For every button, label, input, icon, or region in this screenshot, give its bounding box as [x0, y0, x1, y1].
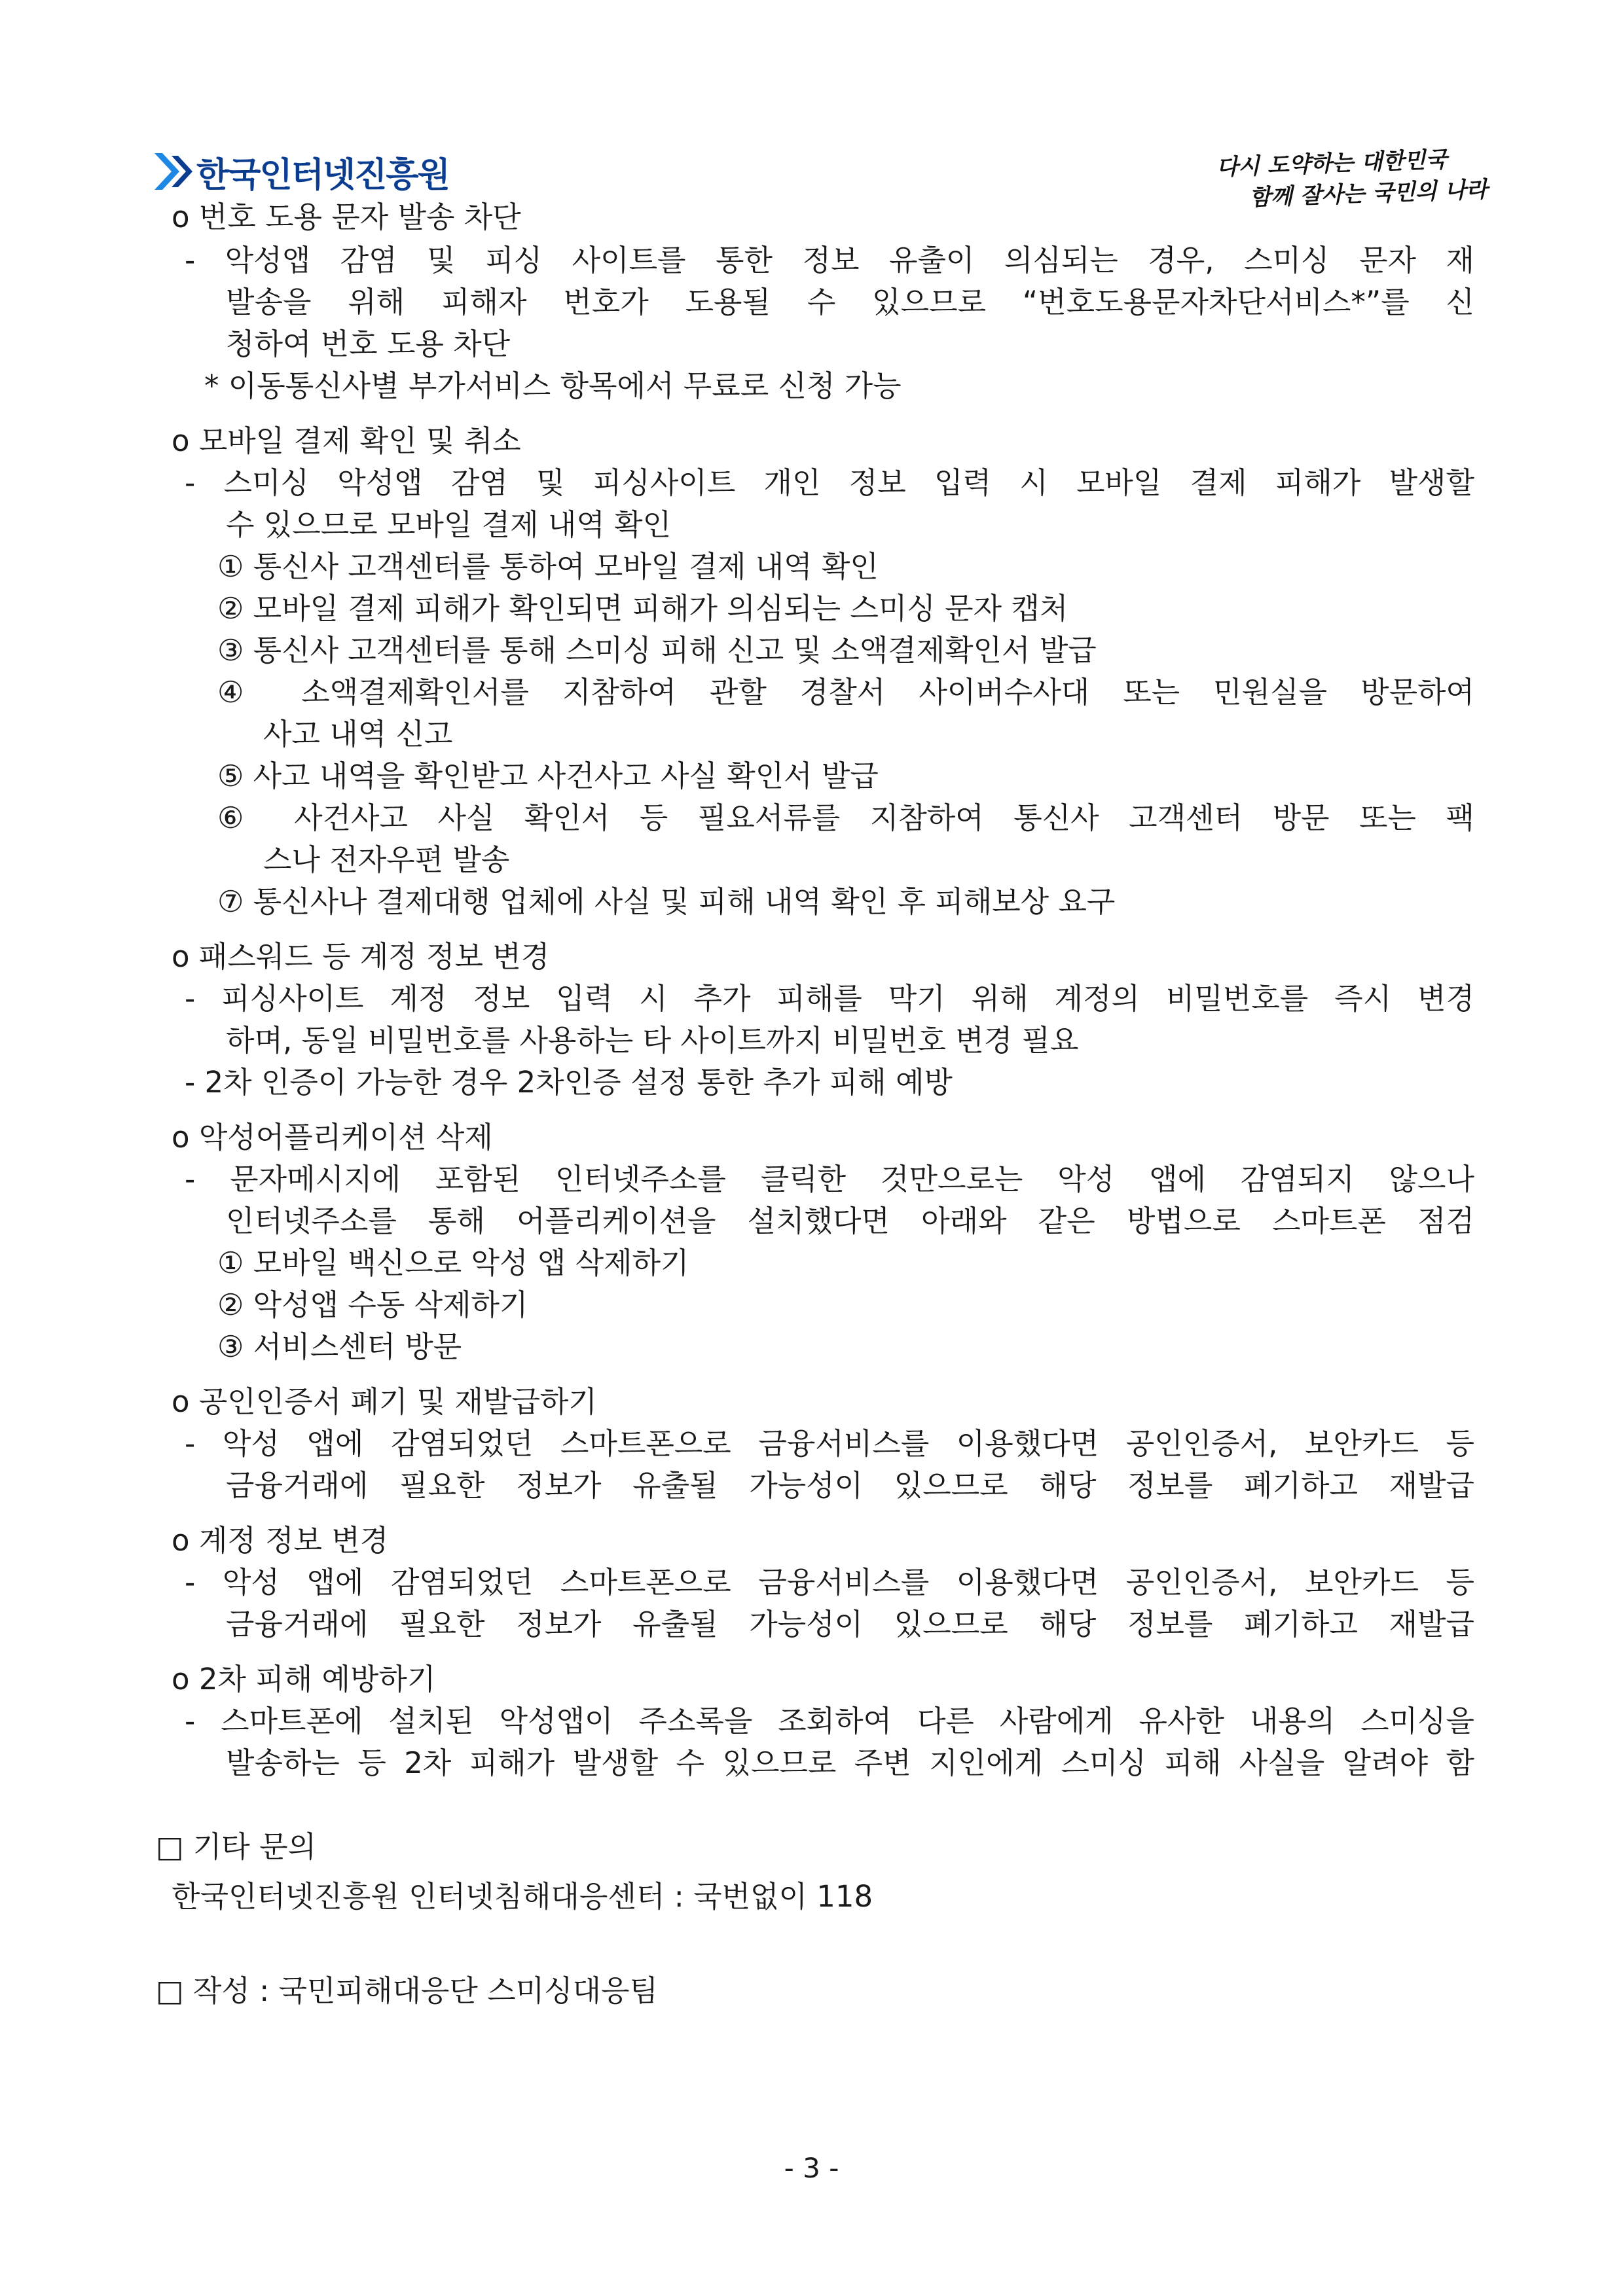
slogan-line-2: 함께 잘사는 국민의 나라 — [1249, 176, 1488, 211]
author-line: □ 작성 : 국민피해대응단 스미싱대응팀 — [156, 1973, 658, 2008]
bullet-line: 발송하는 등 2차 피해가 발생할 수 있으므로 주변 지인에게 스미싱 피해 사실을 알려야 함 — [226, 1746, 1474, 1780]
kisa-logo-icon — [152, 149, 192, 194]
bullet-line: - 문자메시지에 포함된 인터넷주소를 클릭한 것만으로는 악성 앱에 감염되지 않으나 — [185, 1162, 1474, 1196]
bullet-line: - 악성앱 감염 및 피싱 사이트를 통한 정보 유출이 의심되는 경우, 스미싱 문자 재 — [185, 243, 1474, 278]
bullet-line: - 악성 앱에 감염되었던 스마트폰으로 금융서비스를 이용했다면 공인인증서, 보안카드 등 — [185, 1426, 1474, 1461]
list-item: ⑥ 사건사고 사실 확인서 등 필요서류를 지참하여 통신사 고객센터 방문 또는 팩 — [217, 800, 1474, 835]
bullet-line: 하며, 동일 비밀번호를 사용하는 타 사이트까지 비밀번호 변경 필요 — [226, 1023, 1079, 1058]
list-item: ④ 소액결제확인서를 지참하여 관할 경찰서 사이버수사대 또는 민원실을 방문하여 — [217, 675, 1474, 709]
contact-heading: □ 기타 문의 — [156, 1829, 317, 1864]
list-item: ⑤ 사고 내역을 확인받고 사건사고 사실 확인서 발급 — [217, 759, 879, 793]
bullet-line: - 스미싱 악성앱 감염 및 피싱사이트 개인 정보 입력 시 모바일 결제 피해가 발생할 — [185, 465, 1474, 500]
slogan — [1203, 145, 1488, 217]
list-item: ② 악성앱 수동 삭제하기 — [217, 1287, 528, 1322]
list-item: ⑦ 통신사나 결제대행 업체에 사실 및 피해 내역 확인 후 피해보상 요구 — [217, 884, 1116, 919]
bullet-line: - 악성 앱에 감염되었던 스마트폰으로 금융서비스를 이용했다면 공인인증서, 보안카드 등 — [185, 1565, 1474, 1600]
section-title: o 악성어플리케이션 삭제 — [172, 1120, 493, 1155]
bullet-line: - 스마트폰에 설치된 악성앱이 주소록을 조회하여 다른 사람에게 유사한 내용의 스미싱을 — [185, 1704, 1474, 1738]
section-title: o 계정 정보 변경 — [172, 1523, 389, 1558]
bullet-line: 청하여 번호 도용 차단 — [226, 327, 511, 361]
list-item: ① 통신사 고객센터를 통하여 모바일 결제 내역 확인 — [217, 549, 879, 584]
bullet-line: 수 있으므로 모바일 결제 내역 확인 — [226, 507, 672, 542]
bullet-line: 금융거래에 필요한 정보가 유출될 가능성이 있으므로 해당 정보를 폐기하고 재발급 — [226, 1468, 1474, 1503]
kisa-logo — [152, 145, 449, 198]
list-item: ③ 통신사 고객센터를 통해 스미싱 피해 신고 및 소액결제확인서 발급 — [217, 633, 1097, 668]
slogan-line-1: 다시 도약하는 대한민국 — [1216, 146, 1448, 181]
contact-text: 한국인터넷진흥원 인터넷침해대응센터 : 국번없이 118 — [172, 1879, 873, 1914]
section-title: o 공인인증서 폐기 및 재발급하기 — [172, 1384, 597, 1419]
section-title: o 번호 도용 문자 발송 차단 — [172, 200, 521, 234]
list-item: 사고 내역 신고 — [263, 717, 453, 751]
note-line: * 이동통신사별 부가서비스 항목에서 무료로 신청 가능 — [204, 368, 902, 403]
list-item: ③ 서비스센터 방문 — [217, 1329, 462, 1364]
bullet-line: 발송을 위해 피해자 번호가 도용될 수 있으므로 “번호도용문자차단서비스*”를 신 — [226, 285, 1474, 319]
list-item: 스나 전자우편 발송 — [263, 842, 510, 877]
bullet-line: 인터넷주소를 통해 어플리케이션을 설치했다면 아래와 같은 방법으로 스마트폰 점검 — [226, 1204, 1474, 1238]
section-title: o 모바일 결제 확인 및 취소 — [172, 423, 521, 458]
bullet-line: - 2차 인증이 가능한 경우 2차인증 설정 통한 추가 피해 예방 — [185, 1065, 953, 1100]
list-item: ② 모바일 결제 피해가 확인되면 피해가 의심되는 스미싱 문자 캡처 — [217, 591, 1068, 626]
section-title: o 2차 피해 예방하기 — [172, 1662, 436, 1696]
page-header — [0, 0, 1623, 209]
bullet-line: 금융거래에 필요한 정보가 유출될 가능성이 있으므로 해당 정보를 폐기하고 재발급 — [226, 1607, 1474, 1641]
logo-text: 한국인터넷진흥원 — [196, 155, 449, 195]
bullet-line: - 피싱사이트 계정 정보 입력 시 추가 피해를 막기 위해 계정의 비밀번호를 즉시 변경 — [185, 981, 1474, 1016]
list-item: ① 모바일 백신으로 악성 앱 삭제하기 — [217, 1246, 689, 1280]
section-title: o 패스워드 등 계정 정보 변경 — [172, 939, 550, 974]
page-number: - 3 - — [784, 2152, 839, 2184]
